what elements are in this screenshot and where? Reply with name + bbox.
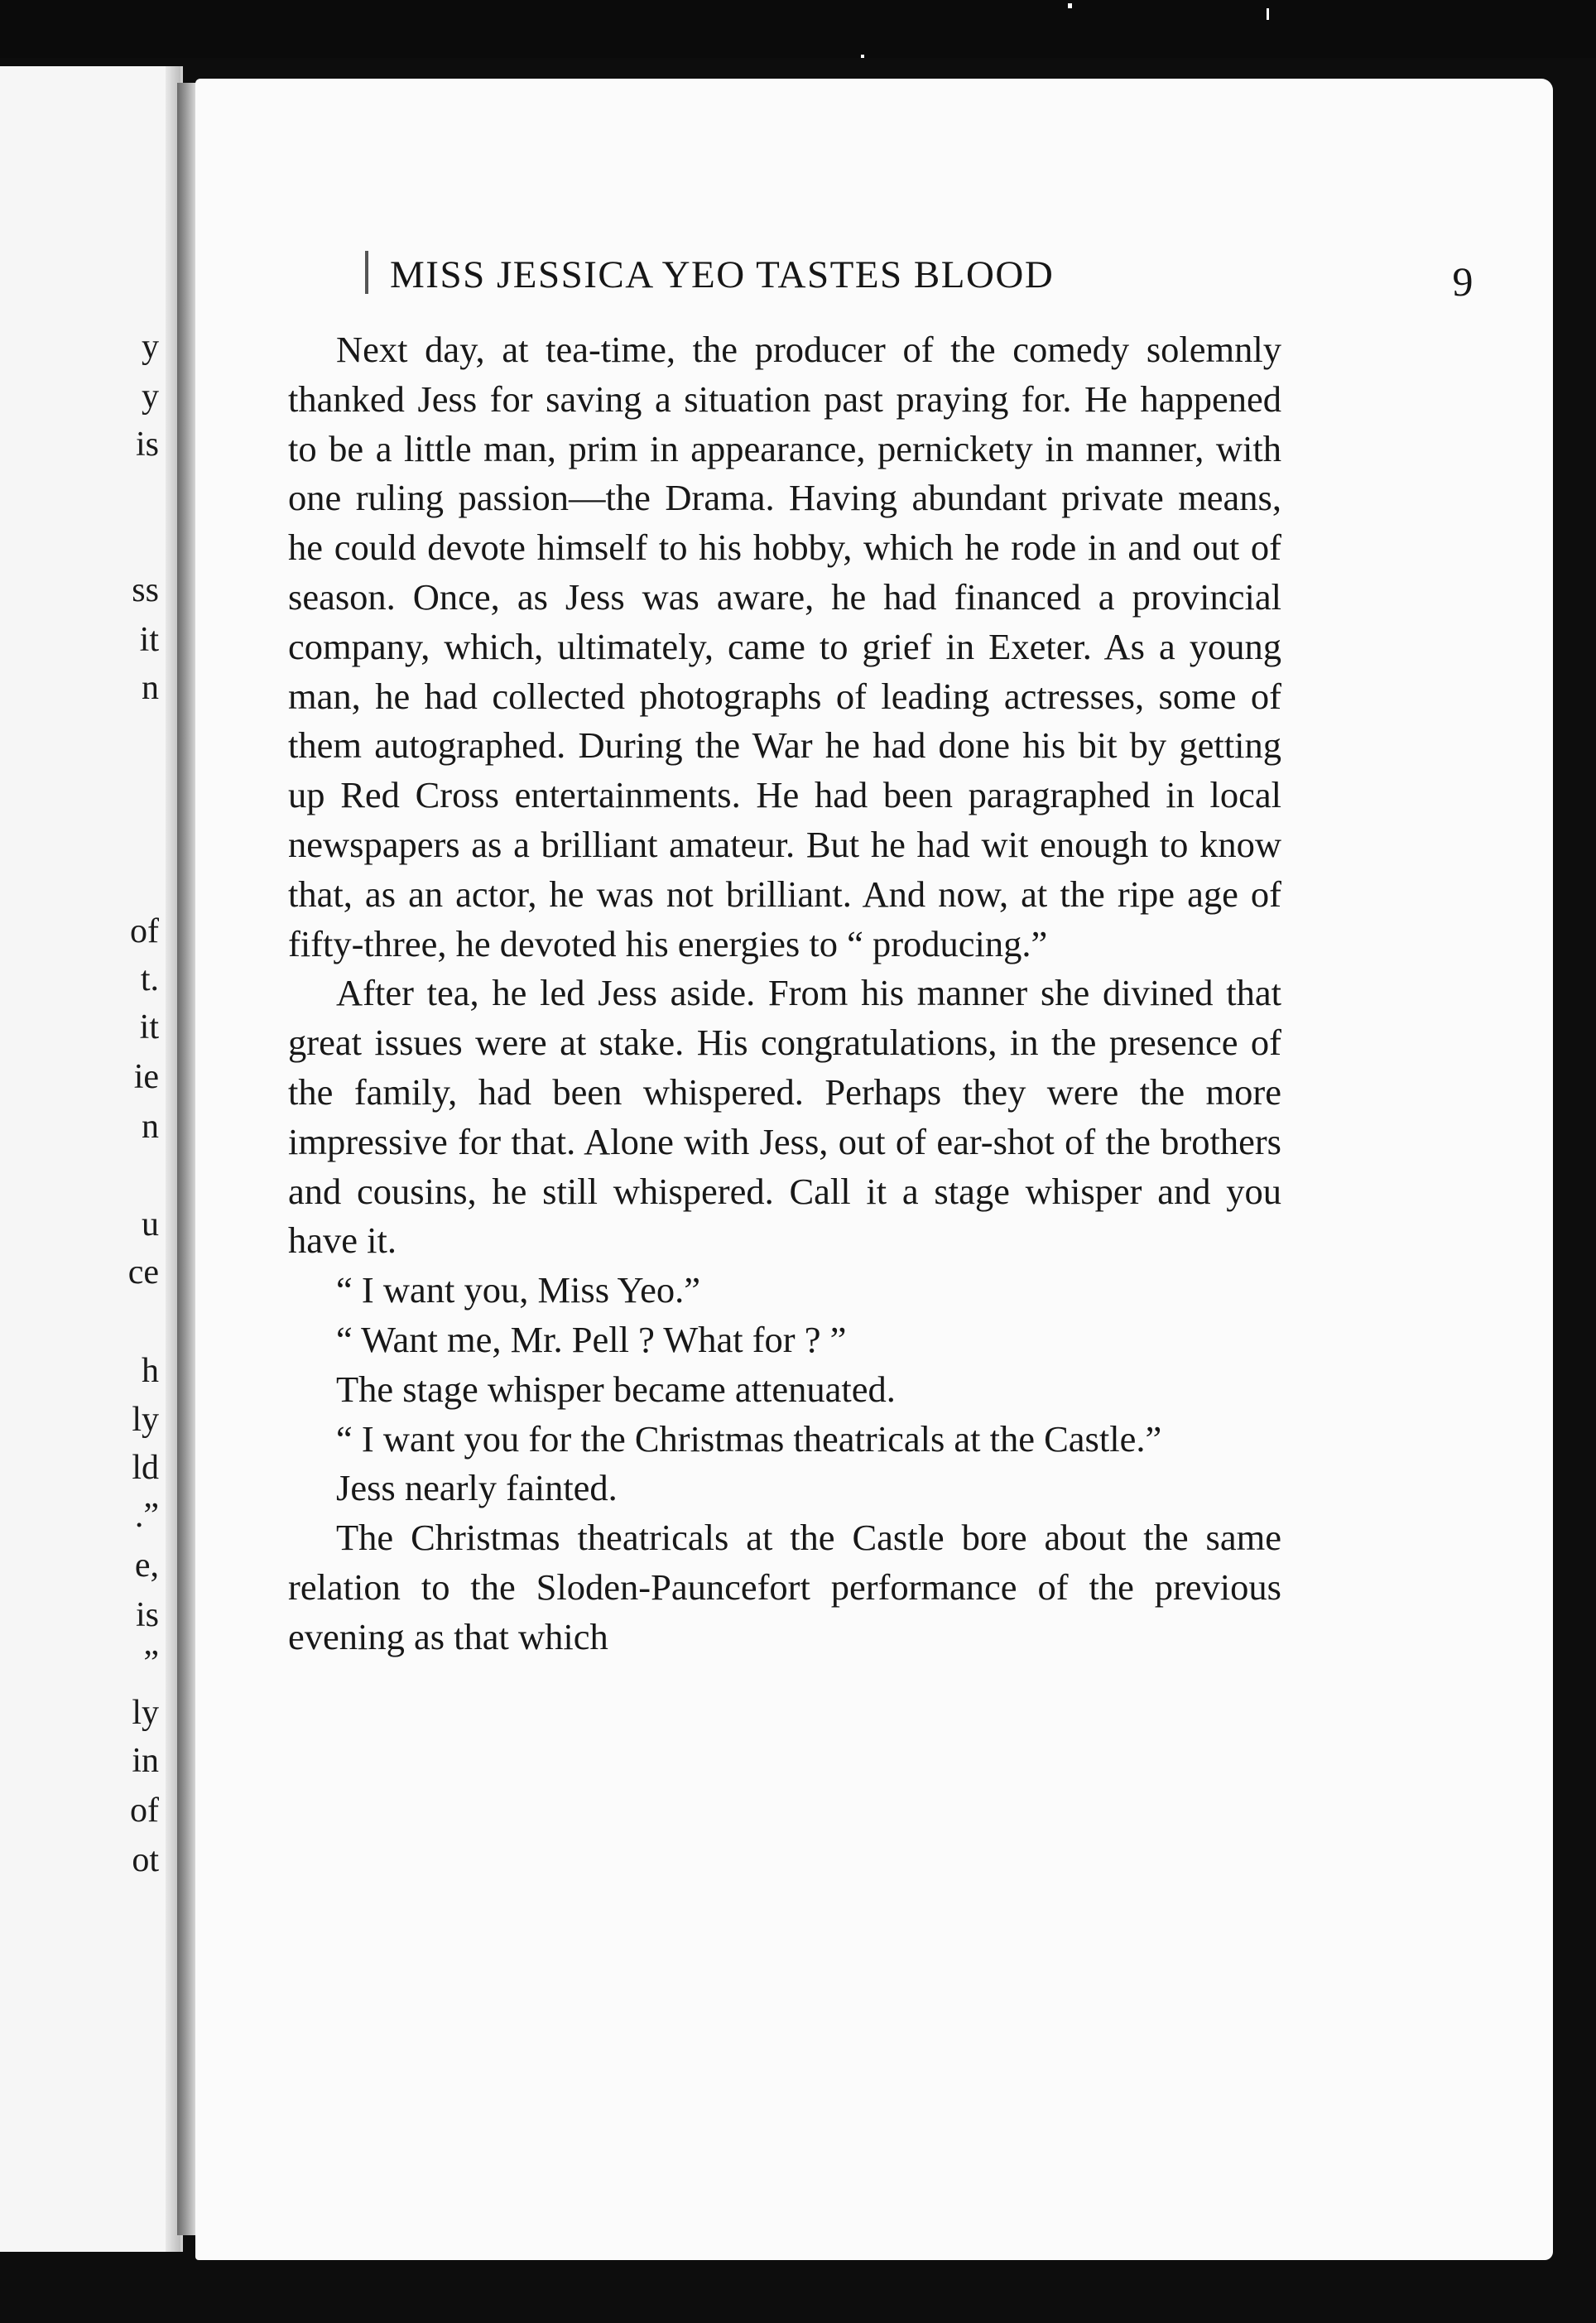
left-page-fragment: in bbox=[132, 1742, 159, 1780]
left-page-fragment: .” bbox=[134, 1497, 159, 1535]
left-page-fragment: of bbox=[130, 912, 159, 950]
left-page-fragment: y bbox=[142, 328, 159, 366]
scan-dust-speck bbox=[861, 55, 864, 58]
left-page-fragment: is bbox=[135, 426, 159, 464]
left-page-fragment: e, bbox=[134, 1546, 159, 1585]
left-page-fragment: y bbox=[142, 378, 159, 416]
paragraph: The Christmas theatricals at the Castle bore about the same relation to the Sloden-Pauncefort performance of the previous evening as that which bbox=[288, 1517, 1281, 1657]
left-page-fragment: u bbox=[142, 1205, 159, 1243]
paragraph: The stage whisper became attenuated. bbox=[336, 1368, 896, 1410]
dialogue-line: “ Want me, Mr. Pell ? What for ? ” bbox=[336, 1318, 847, 1360]
left-page-fragment: of bbox=[130, 1792, 159, 1830]
left-page-fragment: ie bbox=[133, 1058, 159, 1096]
book-page bbox=[195, 79, 1553, 2260]
paragraph: Jess nearly fainted. bbox=[336, 1467, 618, 1509]
left-page-fragment: ot bbox=[132, 1841, 159, 1879]
page-body bbox=[288, 325, 1281, 1662]
left-page-fragment: n bbox=[142, 1108, 159, 1146]
running-title: MISS JESSICA YEO TASTES BLOOD bbox=[390, 253, 1055, 296]
dialogue-line: “ I want you, Miss Yeo.” bbox=[336, 1269, 701, 1311]
scan-dust-speck bbox=[1068, 3, 1072, 8]
header-margin-mark bbox=[365, 251, 368, 294]
left-page-fragment: ss bbox=[132, 571, 159, 609]
left-page-fragment: h bbox=[142, 1352, 159, 1390]
left-page-fragment: ld bbox=[132, 1449, 159, 1487]
left-page-fragment: n bbox=[142, 669, 159, 707]
left-page-fragment: ” bbox=[143, 1644, 159, 1682]
scan-background bbox=[0, 0, 1596, 58]
left-page-fragment: is bbox=[135, 1596, 159, 1634]
scan-dust-speck bbox=[1267, 8, 1269, 20]
page-number: 9 bbox=[1452, 258, 1474, 305]
paragraph: Next day, at tea-time, the producer of the comedy solemnly thanked Jess for saving a situation past praying for. He happened to be a little man, prim in appearance, pernickety in manner, with one ruling passion—the Drama. Having abundant private means, he could devote himself to his hobby, which he rode in and out of season. Once, as Jess was aware, he had financed a provincial company, which, ultimately, came to grief in Exeter. As a young man, he had collected photographs of leading actresses, some of them autographed. During the War he had done his bit by getting up Red Cross entertainments. He had been paragraphed in local newspapers as a brilliant amateur. But he had wit enough to know that, as an actor, he was not brilliant. And now, at the ripe age of fifty-three, he devoted his energies to “ producing.” bbox=[288, 329, 1281, 964]
dialogue-line: “ I want you for the Christmas theatricals at the Castle.” bbox=[336, 1417, 1162, 1460]
left-page-fragment: ly bbox=[132, 1694, 159, 1732]
left-page-fragment: ce bbox=[127, 1253, 159, 1291]
left-page-fragment: it bbox=[139, 621, 159, 659]
paragraph: After tea, he led Jess aside. From his manner she divined that great issues were at stake. His congratulations, in the presence of the family, had been whispered. Perhaps they were the more impressive for that. Alone with Jess, out of ear-shot of the brothers and cousins, he still whispered. Call it a stage whisper and you have it. bbox=[288, 972, 1281, 1262]
left-page-fragment: ly bbox=[132, 1401, 159, 1439]
left-page-fragment: it bbox=[139, 1008, 159, 1046]
previous-page-sliver bbox=[0, 66, 183, 2252]
left-page-fragment: t. bbox=[140, 960, 159, 998]
